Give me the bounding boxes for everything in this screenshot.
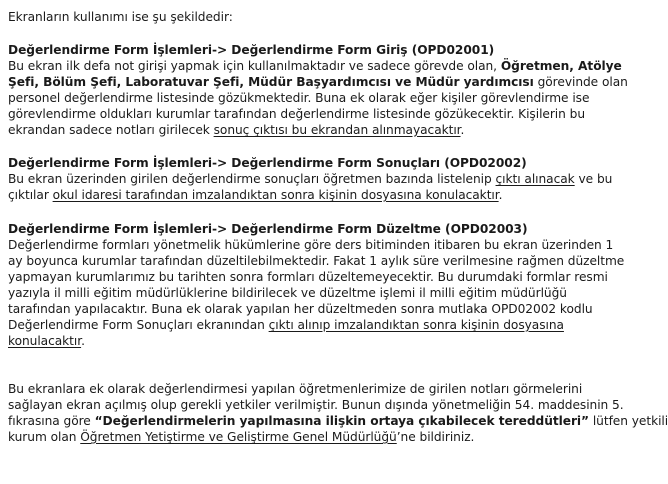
section1-line4: görevlendirme oldukları kurumlar tarafından değerlendirme listesinde gözükecektir. Kişilerin bu bbox=[8, 107, 586, 121]
section3-line5: tarafından yapılacaktır. Buna ek olarak yapılan her düzeltmeden sonra mutlaka OPD02002 kodlu bbox=[8, 302, 593, 316]
closing-line2: sağlayan ekran açılmış olup gerekli yetkiler verilmiştir. Bunun dışında yönetmeliğin 54. maddesinin 5. bbox=[8, 398, 624, 412]
closing-line3 bbox=[8, 413, 668, 429]
section2-line1-end: ve bu bbox=[574, 172, 613, 186]
closing-line4-end: ’ne bildiriniz. bbox=[396, 430, 475, 444]
section1-heading: Değerlendirme Form İşlemleri-> Değerlendirme Form Giriş (OPD02001) bbox=[8, 43, 495, 57]
section1-line2-text: görevinde olan bbox=[533, 75, 628, 89]
closing-line3-end: lütfen yetkili bbox=[589, 414, 668, 428]
section3-line2: ay boyunca kurumlar tarafından düzeltilebilmektedir. Fakat 1 aylık süre verilmesine rağmen düzeltme bbox=[8, 254, 625, 268]
section1-line1 bbox=[8, 58, 622, 74]
section2-underlined-output: çıktı alınacak bbox=[495, 172, 575, 186]
section1-line1-text: Bu ekran ilk defa not girişi yapmak için kullanılmaktadır ve sadece görevde olan, bbox=[8, 59, 501, 73]
closing-line4-text: kurum olan bbox=[8, 430, 81, 444]
section1-line5-text: ekrandan sadece notları girilecek bbox=[8, 123, 214, 137]
section3-line7 bbox=[8, 333, 85, 349]
section1-line3: personel değerlendirme listesinde gözükmektedir. Buna ek olarak eğer kişiler görevlendirme ise bbox=[8, 91, 590, 105]
section3-line3: yapmayan kurumlarımız bu tarihten sonra formları düzeltemeyecektir. Bu durumdaki formlar resmi bbox=[8, 270, 608, 284]
section2-line1-text: Bu ekran üzerinden girilen değerlendirme sonuçları öğretmen bazında listelenip bbox=[8, 172, 496, 186]
section1-roles-bold: Öğretmen, Atölye bbox=[500, 59, 622, 73]
section1-line2 bbox=[8, 74, 628, 90]
section1-underlined-note: sonuç çıktısı bu ekrandan alınmayacaktır bbox=[213, 123, 461, 137]
section2-line2 bbox=[8, 187, 502, 203]
section2-line1 bbox=[8, 171, 612, 187]
section3-line4: yazıyla il milli eğitim müdürlüklerine bildirilecek ve düzeltme işlemi il milli eğitim müdürlüğü bbox=[8, 286, 567, 300]
closing-line4 bbox=[8, 429, 474, 445]
intro-text: Ekranların kullanımı ise şu şekildedir: bbox=[8, 10, 233, 24]
section1-roles-bold-cont: Şefi, Bölüm Şefi, Laboratuvar Şefi, Müdür Başyardımcısı ve Müdür yardımcısı bbox=[8, 75, 534, 89]
section3-line6 bbox=[8, 317, 564, 333]
section3-line1: Değerlendirme formları yönetmelik hükümlerine göre ders bitiminden itibaren bu ekran üzerinden 1 bbox=[8, 238, 614, 252]
section3-heading: Değerlendirme Form İşlemleri-> Değerlendirme Form Düzeltme (OPD02003) bbox=[8, 222, 528, 236]
section3-line7-end: . bbox=[81, 334, 85, 348]
section1-line5 bbox=[8, 122, 464, 138]
section3-underlined-file: konulacaktır bbox=[8, 334, 82, 348]
section3-underlined-print: çıktı alınıp imzalandıktan sonra kişinin dosyasına bbox=[268, 318, 564, 332]
closing-underlined-directorate: Öğretmen Yetiştirme ve Geliştirme Genel Müdürlüğü bbox=[80, 430, 397, 444]
section3-line6-text: Değerlendirme Form Sonuçları ekranından bbox=[8, 318, 269, 332]
closing-quoted-bold: “Değerlendirmelerin yapılmasına ilişkin ortaya çıkabilecek tereddütleri” bbox=[94, 414, 589, 428]
closing-line1: Bu ekranlara ek olarak değerlendirmesi yapılan öğretmenlerimize de girilen notları görmelerini bbox=[8, 382, 583, 396]
closing-line3-text: fıkrasına göre bbox=[8, 414, 95, 428]
section2-line2-end: . bbox=[498, 188, 503, 202]
section2-heading: Değerlendirme Form İşlemleri-> Değerlendirme Form Sonuçları (OPD02002) bbox=[8, 156, 527, 170]
section2-line2-text: çıktılar bbox=[8, 188, 53, 202]
section2-underlined-filing: okul idaresi tarafından imzalandıktan sonra kişinin dosyasına konulacaktır bbox=[52, 188, 499, 202]
section1-line5-end: . bbox=[460, 123, 465, 137]
